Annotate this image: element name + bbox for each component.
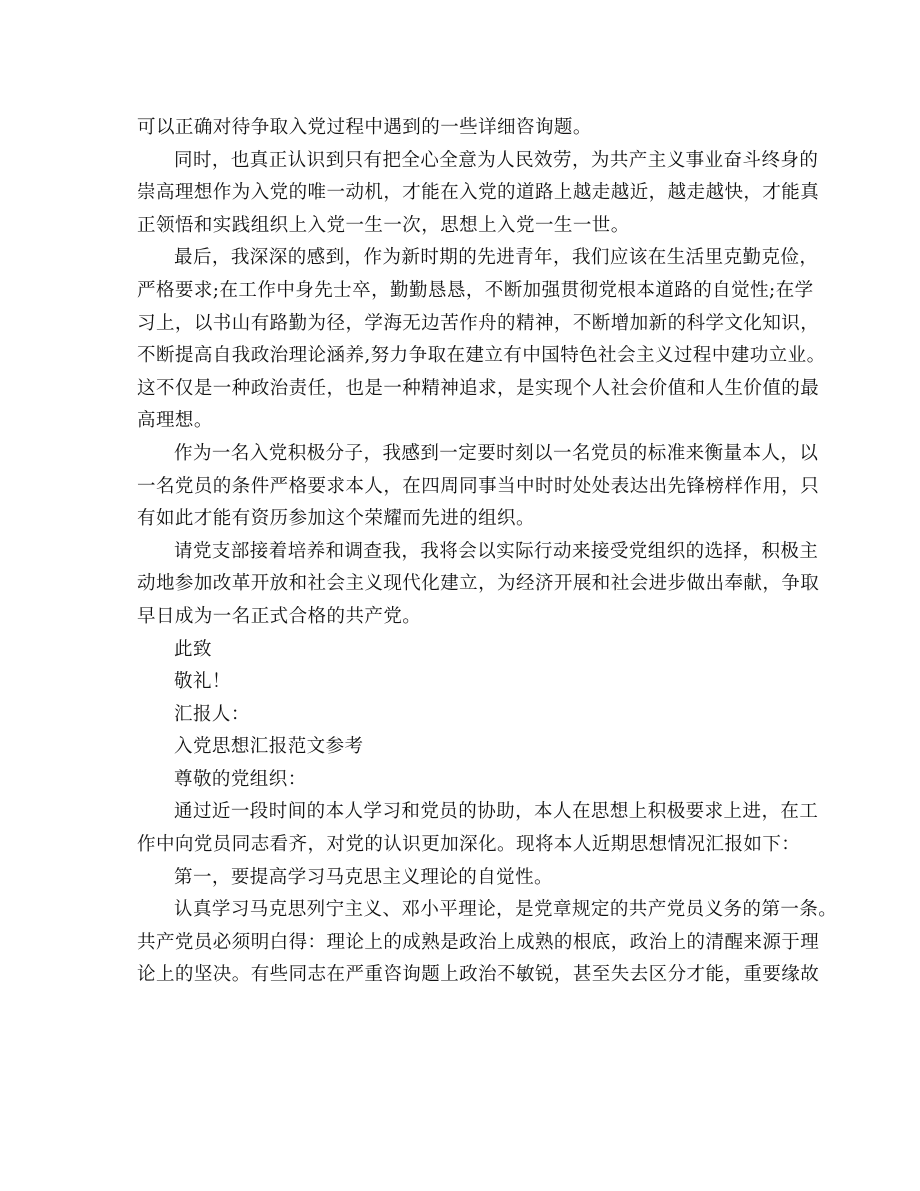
text-line: 最后，我深深的感到，作为新时期的先进青年，我们应该在生活里克勤克俭， [174,247,819,269]
para-continuation [137,112,785,145]
reporter-line [137,699,785,732]
text-line: 这不仅是一种政治责任，也是一种精神追求，是实现个人社会价值和人生价值的最 [137,377,820,399]
closing-jingli [137,666,785,699]
para-theory [137,894,838,992]
text-line: 崇高理想作为入党的唯一动机，才能在入党的道路上越走越近，越走越快，才能真 [137,182,820,204]
text-line: 认真学习马克思列宁主义、邓小平理论，是党章规定的共产党员义务的第一条。 [174,899,838,921]
text-line: 请党支部接着培养和调查我，我将会以实际行动来接受党组织的选择，积极主 [174,540,819,562]
closing-cizhi [137,634,785,667]
para-activist [137,438,820,536]
text-line: 高理想。 [137,410,213,432]
text-line: 入党思想汇报范文参考 [174,736,364,758]
text-line: 动地参加改革开放和社会主义现代化建立，为经济开展和社会进步做出奉献，争取 [137,573,820,595]
para-request [137,536,820,634]
text-line: 同时，也真正认识到只有把全心全意为人民效劳，为共产主义事业奋斗终身的 [174,149,819,171]
salutation [137,764,785,797]
text-line: 严格要求;在工作中身先士卒，勤勤恳恳，不断加强贯彻党根本道路的自觉性;在学 [137,279,814,301]
text-line: 不断提高自我政治理论涵养,努力争取在建立有中国特色社会主义过程中建功立业。 [137,345,826,367]
document-body [137,112,838,992]
para-first [137,862,785,895]
text-line: 此致 [174,638,212,660]
text-line: 早日成为一名正式合格的共产党。 [137,605,422,627]
para-intro [137,796,819,861]
text-line: 尊敬的党组织： [174,768,307,790]
text-line: 作为一名入党积极分子，我感到一定要时刻以一名党员的标准来衡量本人，以 [174,442,819,464]
section-title [137,731,785,764]
text-line: 第一，要提高学习马克思主义理论的自觉性。 [174,866,554,888]
text-line: 可以正确对待争取入党过程中遇到的一些详细咨询题。 [137,117,592,138]
text-line: 作中向党员同志看齐，对党的认识更加深化。现将本人近期思想情况汇报如下： [137,834,801,856]
text-line: 敬礼！ [174,671,231,693]
text-line: 有如此才能有资历参加这个荣耀而先进的组织。 [137,508,535,530]
text-line: 习上，以书山有路勤为径，学海无边苦作舟的精神，不断增加新的科学文化知识， [137,312,820,334]
text-line: 一名党员的条件严格要求本人，在四周同事当中时时处处表达出先锋榜样作用，只 [137,475,820,497]
text-line: 共产党员必须明白得：理论上的成熟是政治上成熟的根底，政治上的清醒来源于理 [137,931,820,953]
text-line: 通过近一段时间的本人学习和党员的协助，本人在思想上积极要求上进，在工 [174,801,819,823]
text-line: 论上的坚决。有些同志在严重咨询题上政治不敏锐，甚至失去区分才能，重要缘故 [137,964,820,986]
text-line: 汇报人： [174,703,250,725]
para-finally [137,242,826,438]
text-line: 正领悟和实践组织上入党一生一次，思想上入党一生一世。 [137,214,630,236]
para-motivation [137,145,820,243]
